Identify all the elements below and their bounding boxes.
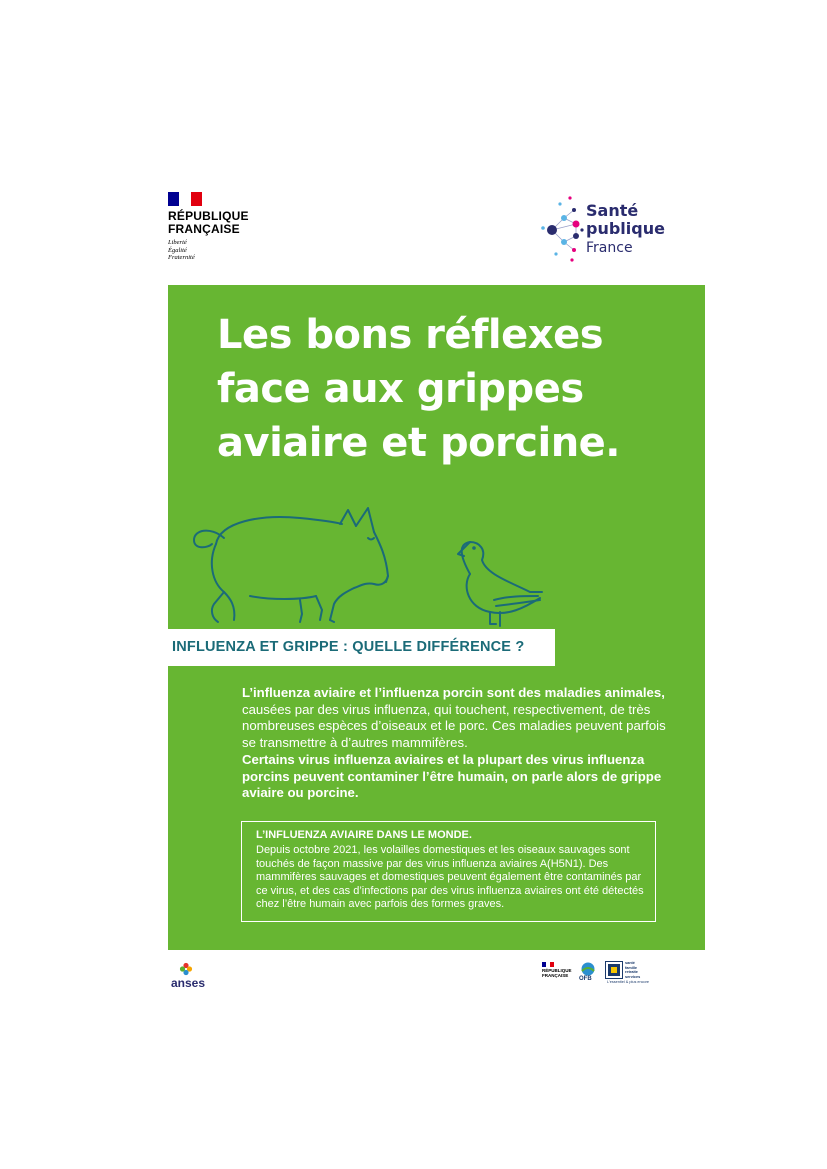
rf-small-line1: RÉPUBLIQUE bbox=[542, 968, 572, 973]
poster-title bbox=[217, 308, 697, 470]
msa-icon bbox=[605, 961, 623, 979]
msa-slogan: L’essentiel & plus encore bbox=[607, 980, 650, 984]
title-line-2: face aux grippes bbox=[217, 366, 584, 412]
sante-publique-network-icon bbox=[540, 192, 584, 264]
rf-motto-1: Liberté bbox=[168, 239, 187, 246]
title-line-3: aviaire et porcine. bbox=[217, 420, 620, 466]
anses-label: anses bbox=[171, 976, 206, 990]
paragraph-influenza-definition bbox=[242, 685, 682, 751]
ofb-icon bbox=[580, 962, 596, 976]
spf-line3: France bbox=[586, 240, 633, 256]
msa-logo bbox=[605, 961, 665, 987]
info-box-title: L’INFLUENZA AVIAIRE DANS LE MONDE. bbox=[256, 829, 472, 841]
msa-line2: famille bbox=[625, 965, 638, 970]
republique-small-logo bbox=[542, 962, 574, 978]
info-box-world bbox=[241, 821, 656, 922]
spf-line2: publique bbox=[586, 219, 665, 238]
banner-heading: INFLUENZA ET GRIPPE : QUELLE DIFFÉRENCE ? bbox=[172, 639, 525, 655]
rf-small-line2: FRANÇAISE bbox=[542, 973, 569, 978]
anses-flower-icon bbox=[179, 962, 193, 976]
anses-logo bbox=[171, 962, 211, 992]
marianne-flag-small-icon bbox=[542, 962, 554, 967]
spf-line1: Santé bbox=[586, 201, 639, 220]
rf-motto-2: Égalité bbox=[168, 246, 187, 254]
msa-line1: santé bbox=[625, 961, 635, 965]
paragraph1-rest: causées par des virus influenza, qui touchent, respectivement, de très nombreuses espèces d’oiseaux et le porc. Ces maladies peuvent parfois se transmettre à d’autres mammifères. bbox=[242, 701, 666, 750]
title-line-1: Les bons réflexes bbox=[217, 312, 604, 358]
msa-labels bbox=[625, 961, 640, 979]
ofb-logo bbox=[577, 962, 599, 986]
rf-motto-3: Fraternité bbox=[168, 254, 195, 261]
info-box-text: Depuis octobre 2021, les volailles domestiques et les oiseaux sauvages sont touchés de façon massive par des virus influenza aviaires A(H5N1). Des mammifères sauvages et domestiques peuvent également être contaminés par ce virus, et des cas d’infections par des virus influenza aviaires ont été détectés chez l’être humain avec parfois des formes graves. bbox=[256, 844, 644, 910]
duck-icon bbox=[458, 542, 542, 626]
section-banner bbox=[168, 629, 555, 666]
rf-name-line2: FRANÇAISE bbox=[168, 222, 240, 236]
ofb-label: OFB bbox=[579, 976, 592, 982]
paragraph1-bold: L’influenza aviaire et l’influenza porcin sont des maladies animales, bbox=[242, 685, 665, 700]
pig-icon bbox=[194, 508, 388, 622]
sante-publique-france-logo bbox=[540, 192, 670, 264]
paragraph-human-contamination: Certains virus influenza aviaires et la plupart des virus influenza porcins peuvent contaminer l’être humain, on parle alors de grippe aviaire ou porcine. bbox=[242, 752, 662, 800]
animals-illustration bbox=[190, 500, 550, 630]
msa-line4: services bbox=[625, 974, 641, 979]
marianne-flag-icon bbox=[168, 192, 202, 206]
msa-line3: retraite bbox=[625, 970, 638, 974]
republique-francaise-logo bbox=[168, 192, 258, 262]
rf-name-line1: RÉPUBLIQUE bbox=[168, 209, 249, 223]
